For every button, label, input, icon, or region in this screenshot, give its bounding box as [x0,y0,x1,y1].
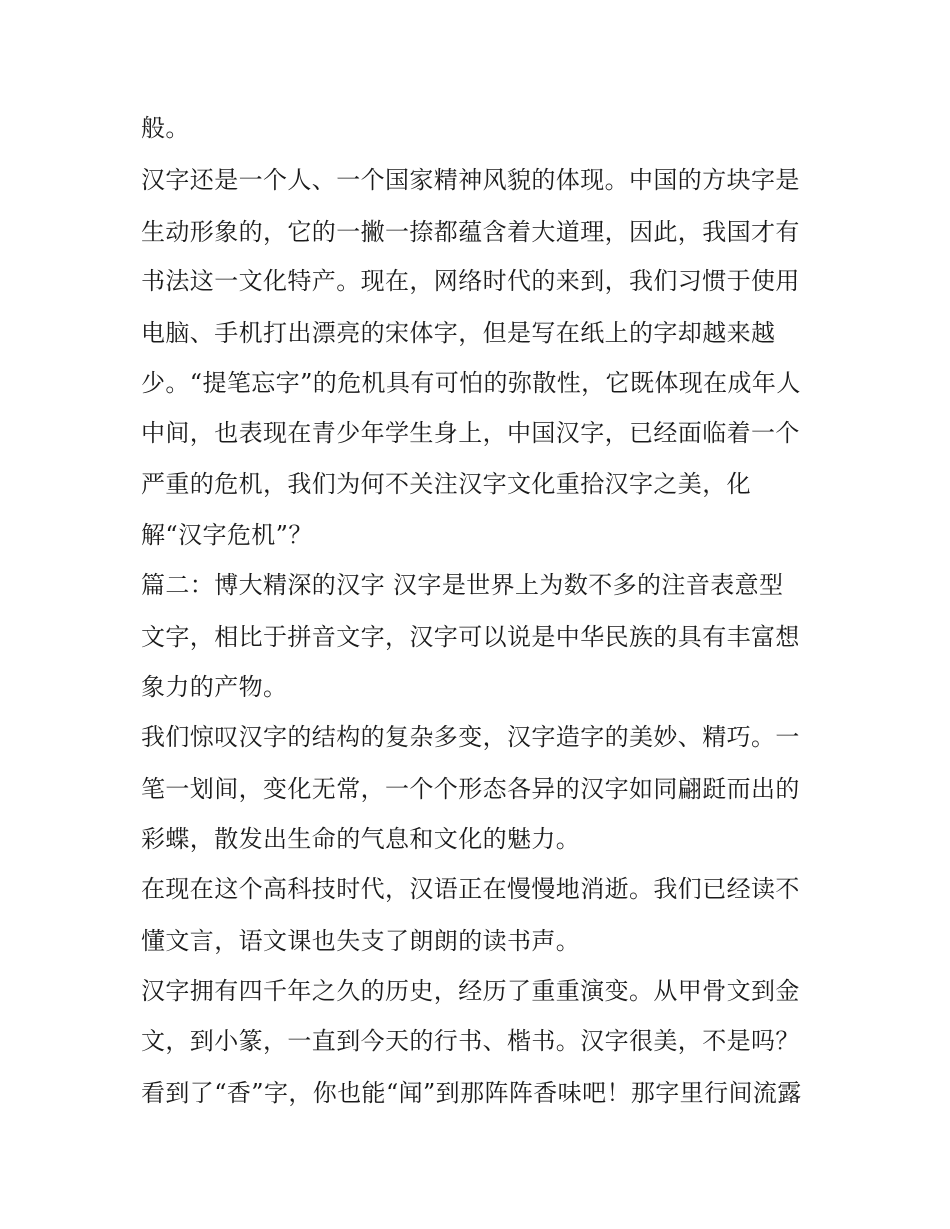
text-line: 生动形象的，它的一撇一捺都蕴含着大道理，因此，我国才有 [141,218,800,246]
text-line: 文字，相比于拼音文字，汉字可以说是中华民族的具有丰富想 [141,623,800,651]
text-line: 书法这一文化特产。现在，网络时代的来到，我们习惯于使用 [141,267,800,295]
text-line: 彩蝶，散发出生命的气息和文化的魅力。 [141,825,581,853]
text-line: 汉字拥有四千年之久的历史，经历了重重演变。从甲骨文到金 [141,977,800,1005]
text-line: 篇二：博大精深的汉字 汉字是世界上为数不多的注音表意型 [141,571,784,599]
text-line: 解“汉字危机”？ [141,521,313,549]
text-line: 汉字还是一个人、一个国家精神风貌的体现。中国的方块字是 [141,166,800,194]
text-line: 少。“提笔忘字”的危机具有可怕的弥散性，它既体现在成年人 [141,369,801,397]
text-line: 在现在这个高科技时代，汉语正在慢慢地消逝。我们已经读不 [141,875,800,903]
text-line: 中间，也表现在青少年学生身上，中国汉字，已经面临着一个 [141,419,800,447]
text-line: 般。 [141,114,190,142]
text-line: 电脑、手机打出漂亮的宋体字，但是写在纸上的字却越来越 [141,319,776,347]
text-line: 看到了“香”字，你也能“闻”到那阵阵香味吧！那字里行间流露 [141,1079,802,1107]
text-line: 象力的产物。 [141,673,288,701]
text-line: 严重的危机，我们为何不关注汉字文化重拾汉字之美，化 [141,470,751,498]
text-line: 我们惊叹汉字的结构的复杂多变，汉字造字的美妙、精巧。一 [141,723,800,751]
text-line: 懂文言，语文课也失支了朗朗的读书声。 [141,927,581,955]
text-line: 文，到小篆，一直到今天的行书、楷书。汉字很美，不是吗？ [141,1027,800,1055]
text-line: 笔一划间，变化无常，一个个形态各异的汉字如同翩跹而出的 [141,775,800,803]
